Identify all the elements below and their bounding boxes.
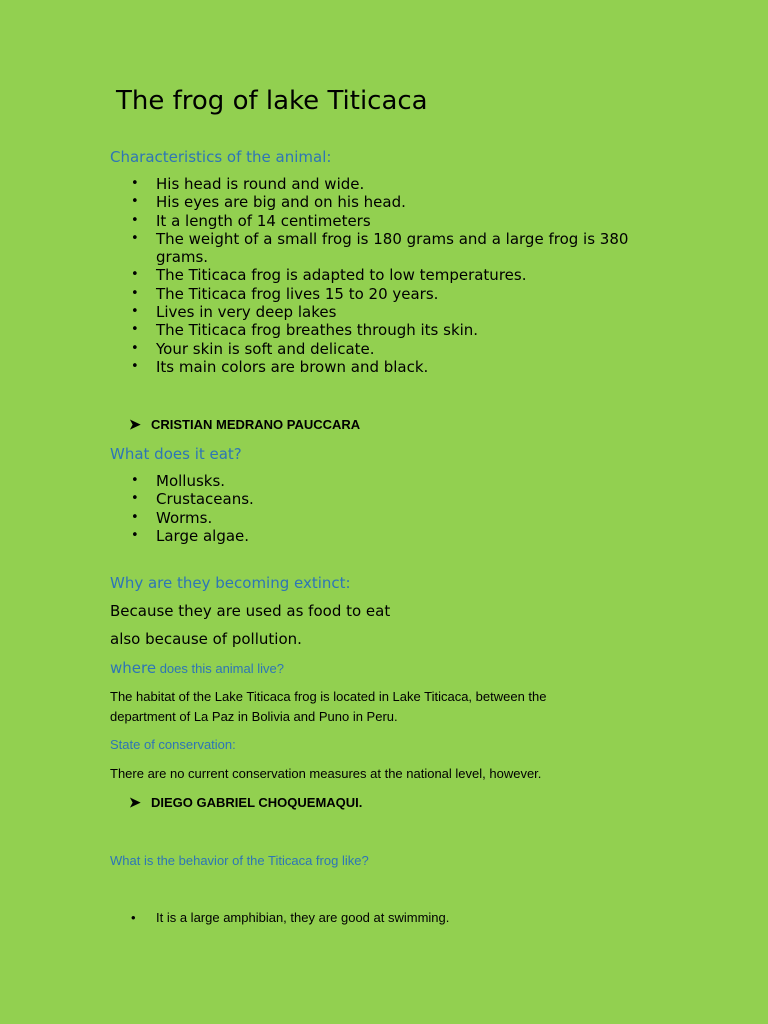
bullet-icon: • <box>131 509 139 525</box>
bullet-icon: • <box>131 340 139 356</box>
list-item: • Large algae. <box>131 526 250 545</box>
characteristics-heading: Characteristics of the animal: <box>110 148 332 166</box>
list-item: • Its main colors are brown and black. <box>131 357 429 376</box>
list-item: • Your skin is soft and delicate. <box>131 339 375 358</box>
list-item: • It is a large amphibian, they are good at swimming. <box>110 909 656 927</box>
bullet-icon: • <box>131 285 139 301</box>
list-item: • Worms. <box>131 508 213 527</box>
habitat-text: The habitat of the Lake Titicaca frog is located in Lake Titicaca, between the department of La Paz in Bolivia and Puno in Peru. <box>110 689 547 724</box>
behavior-list <box>110 909 656 927</box>
bullet-icon: • <box>131 267 139 283</box>
list-item: • It a length of 14 centimeters <box>131 211 371 230</box>
conservation-heading: State of conservation: <box>110 737 236 752</box>
conservation-text: There are no current conservation measures at the national level, however. <box>110 766 542 781</box>
list-item: • The weight of a small frog is 180 grams and a large frog is 380 grams. <box>131 229 629 267</box>
behavior-heading: What is the behavior of the Titicaca frog like? <box>110 853 369 868</box>
list-item: • Mollusks. <box>131 472 226 490</box>
list-item: • His eyes are big and on his head. <box>131 193 406 212</box>
bullet-icon: • <box>131 473 139 488</box>
author-name: CRISTIAN MEDRANO PAUCCARA <box>151 417 361 432</box>
list-item: • His head is round and wide. <box>131 175 365 193</box>
list-item: • The Titicaca frog is adapted to low temperatures. <box>131 266 527 285</box>
author-name: DIEGO GABRIEL CHOQUEMAQUI. <box>151 795 363 810</box>
bullet-icon: • <box>131 230 139 246</box>
bullet-icon: • <box>131 358 139 374</box>
page-title: The frog of lake Titicaca <box>116 86 428 116</box>
bullet-icon: • <box>131 910 136 925</box>
list-item: • Crustaceans. <box>131 490 254 509</box>
characteristics-list <box>110 175 656 376</box>
list-item: • The Titicaca frog lives 15 to 20 years. <box>131 284 439 303</box>
bullet-icon: • <box>131 176 139 191</box>
arrow-bullet-icon: ➤ <box>129 416 141 432</box>
list-item: • Lives in very deep lakes <box>131 303 337 322</box>
bullet-icon: • <box>131 527 139 543</box>
bullet-icon: • <box>131 322 139 338</box>
diet-heading: What does it eat? <box>110 445 242 463</box>
extinct-heading: Why are they becoming extinct: <box>110 574 351 592</box>
diet-list <box>110 472 656 545</box>
bullet-icon: • <box>131 304 139 320</box>
extinct-text-line2: also because of pollution. <box>110 630 302 648</box>
bullet-icon: • <box>131 194 139 210</box>
bullet-icon: • <box>131 212 139 228</box>
arrow-bullet-icon: ➤ <box>129 794 141 810</box>
list-item: • The Titicaca frog breathes through its skin. <box>131 321 479 340</box>
bullet-icon: • <box>131 491 139 507</box>
habitat-heading: where does this animal live? <box>110 659 284 677</box>
extinct-text-line1: Because they are used as food to eat <box>110 602 391 620</box>
